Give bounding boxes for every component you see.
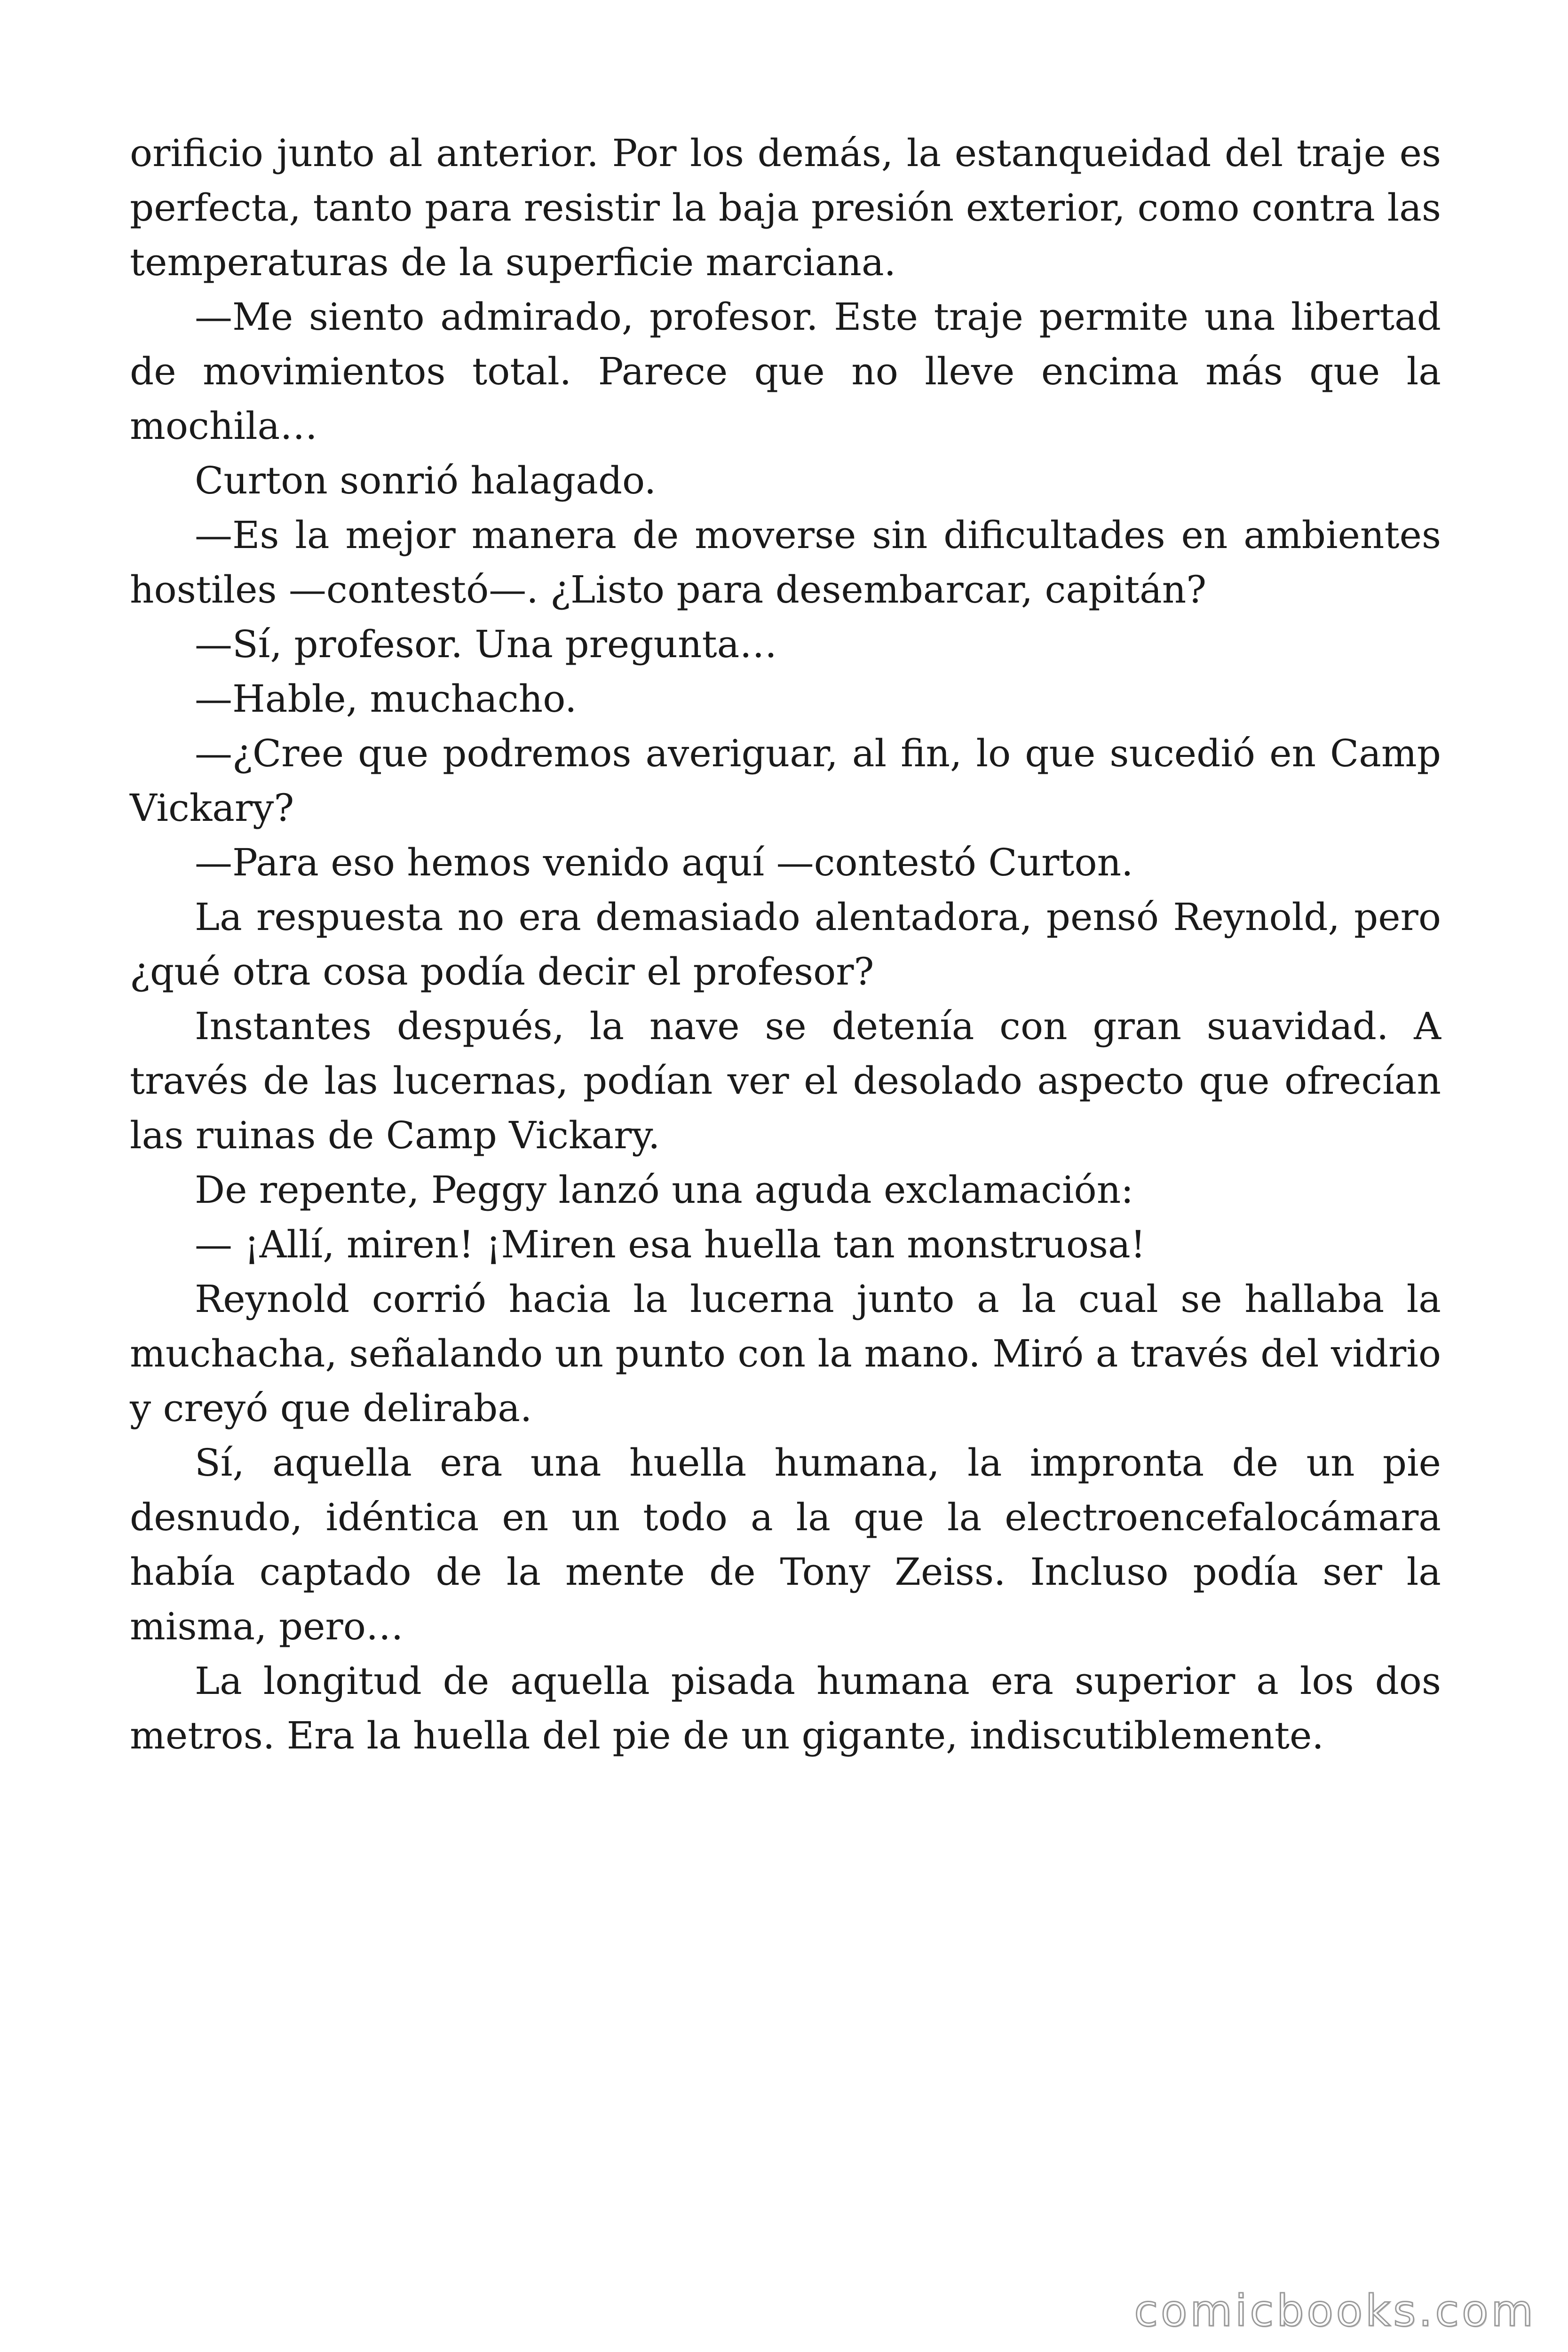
paragraph-13: Reynold corrió hacia la lucerna junto a la cual se hallaba la muchacha, señalando un punto con la mano. Miró a través del vidrio y creyó que deliraba. [130,1277,1441,1430]
paragraph-15: La longitud de aquella pisada humana era superior a los dos metros. Era la huella del pie de un gigante, indiscutiblemente. [130,1659,1441,1757]
paragraph-12: — ¡Allí, miren! ¡Miren esa huella tan monstruosa! [195,1223,1146,1266]
paragraph-6: —Hable, muchacho. [195,677,577,721]
paragraph-5: —Sí, profesor. Una pregunta… [195,622,777,666]
watermark: comicbooks.com [1134,2286,1536,2336]
page-body [130,126,1441,1763]
paragraph-3: Curton sonrió halagado. [195,459,657,502]
paragraph-14: Sí, aquella era una huella humana, la impronta de un pie desnudo, idéntica en un todo a la que la electroencefalocámara había captado de la mente de Tony Zeiss. Incluso podía ser la misma, pero… [130,1441,1441,1648]
paragraph-8: —Para eso hemos venido aquí —contestó Curton. [195,841,1133,884]
paragraph-11: De repente, Peggy lanzó una aguda exclamación: [195,1168,1134,1212]
paragraph-4: —Es la mejor manera de moverse sin dificultades en ambientes hostiles —contestó—. ¿Listo para desembarcar, capitán? [130,513,1441,612]
paragraph-10: Instantes después, la nave se detenía con gran suavidad. A través de las lucernas, podían ver el desolado aspecto que ofrecían las ruinas de Camp Vickary. [130,1004,1441,1157]
paragraph-2: —Me siento admirado, profesor. Este traje permite una libertad de movimientos total. Parece que no lleve encima más que la mochila… [130,295,1441,448]
paragraph-9: La respuesta no era demasiado alentadora, pensó Reynold, pero ¿qué otra cosa podía decir el profesor? [130,895,1441,993]
paragraph-7: —¿Cree que podremos averiguar, al fin, lo que sucedió en Camp Vickary? [130,731,1441,830]
paragraph-1: orificio junto al anterior. Por los demás, la estanqueidad del traje es perfecta, tanto para resistir la baja presión exterior, como contra las temperaturas de la superficie marciana. [130,131,1441,284]
